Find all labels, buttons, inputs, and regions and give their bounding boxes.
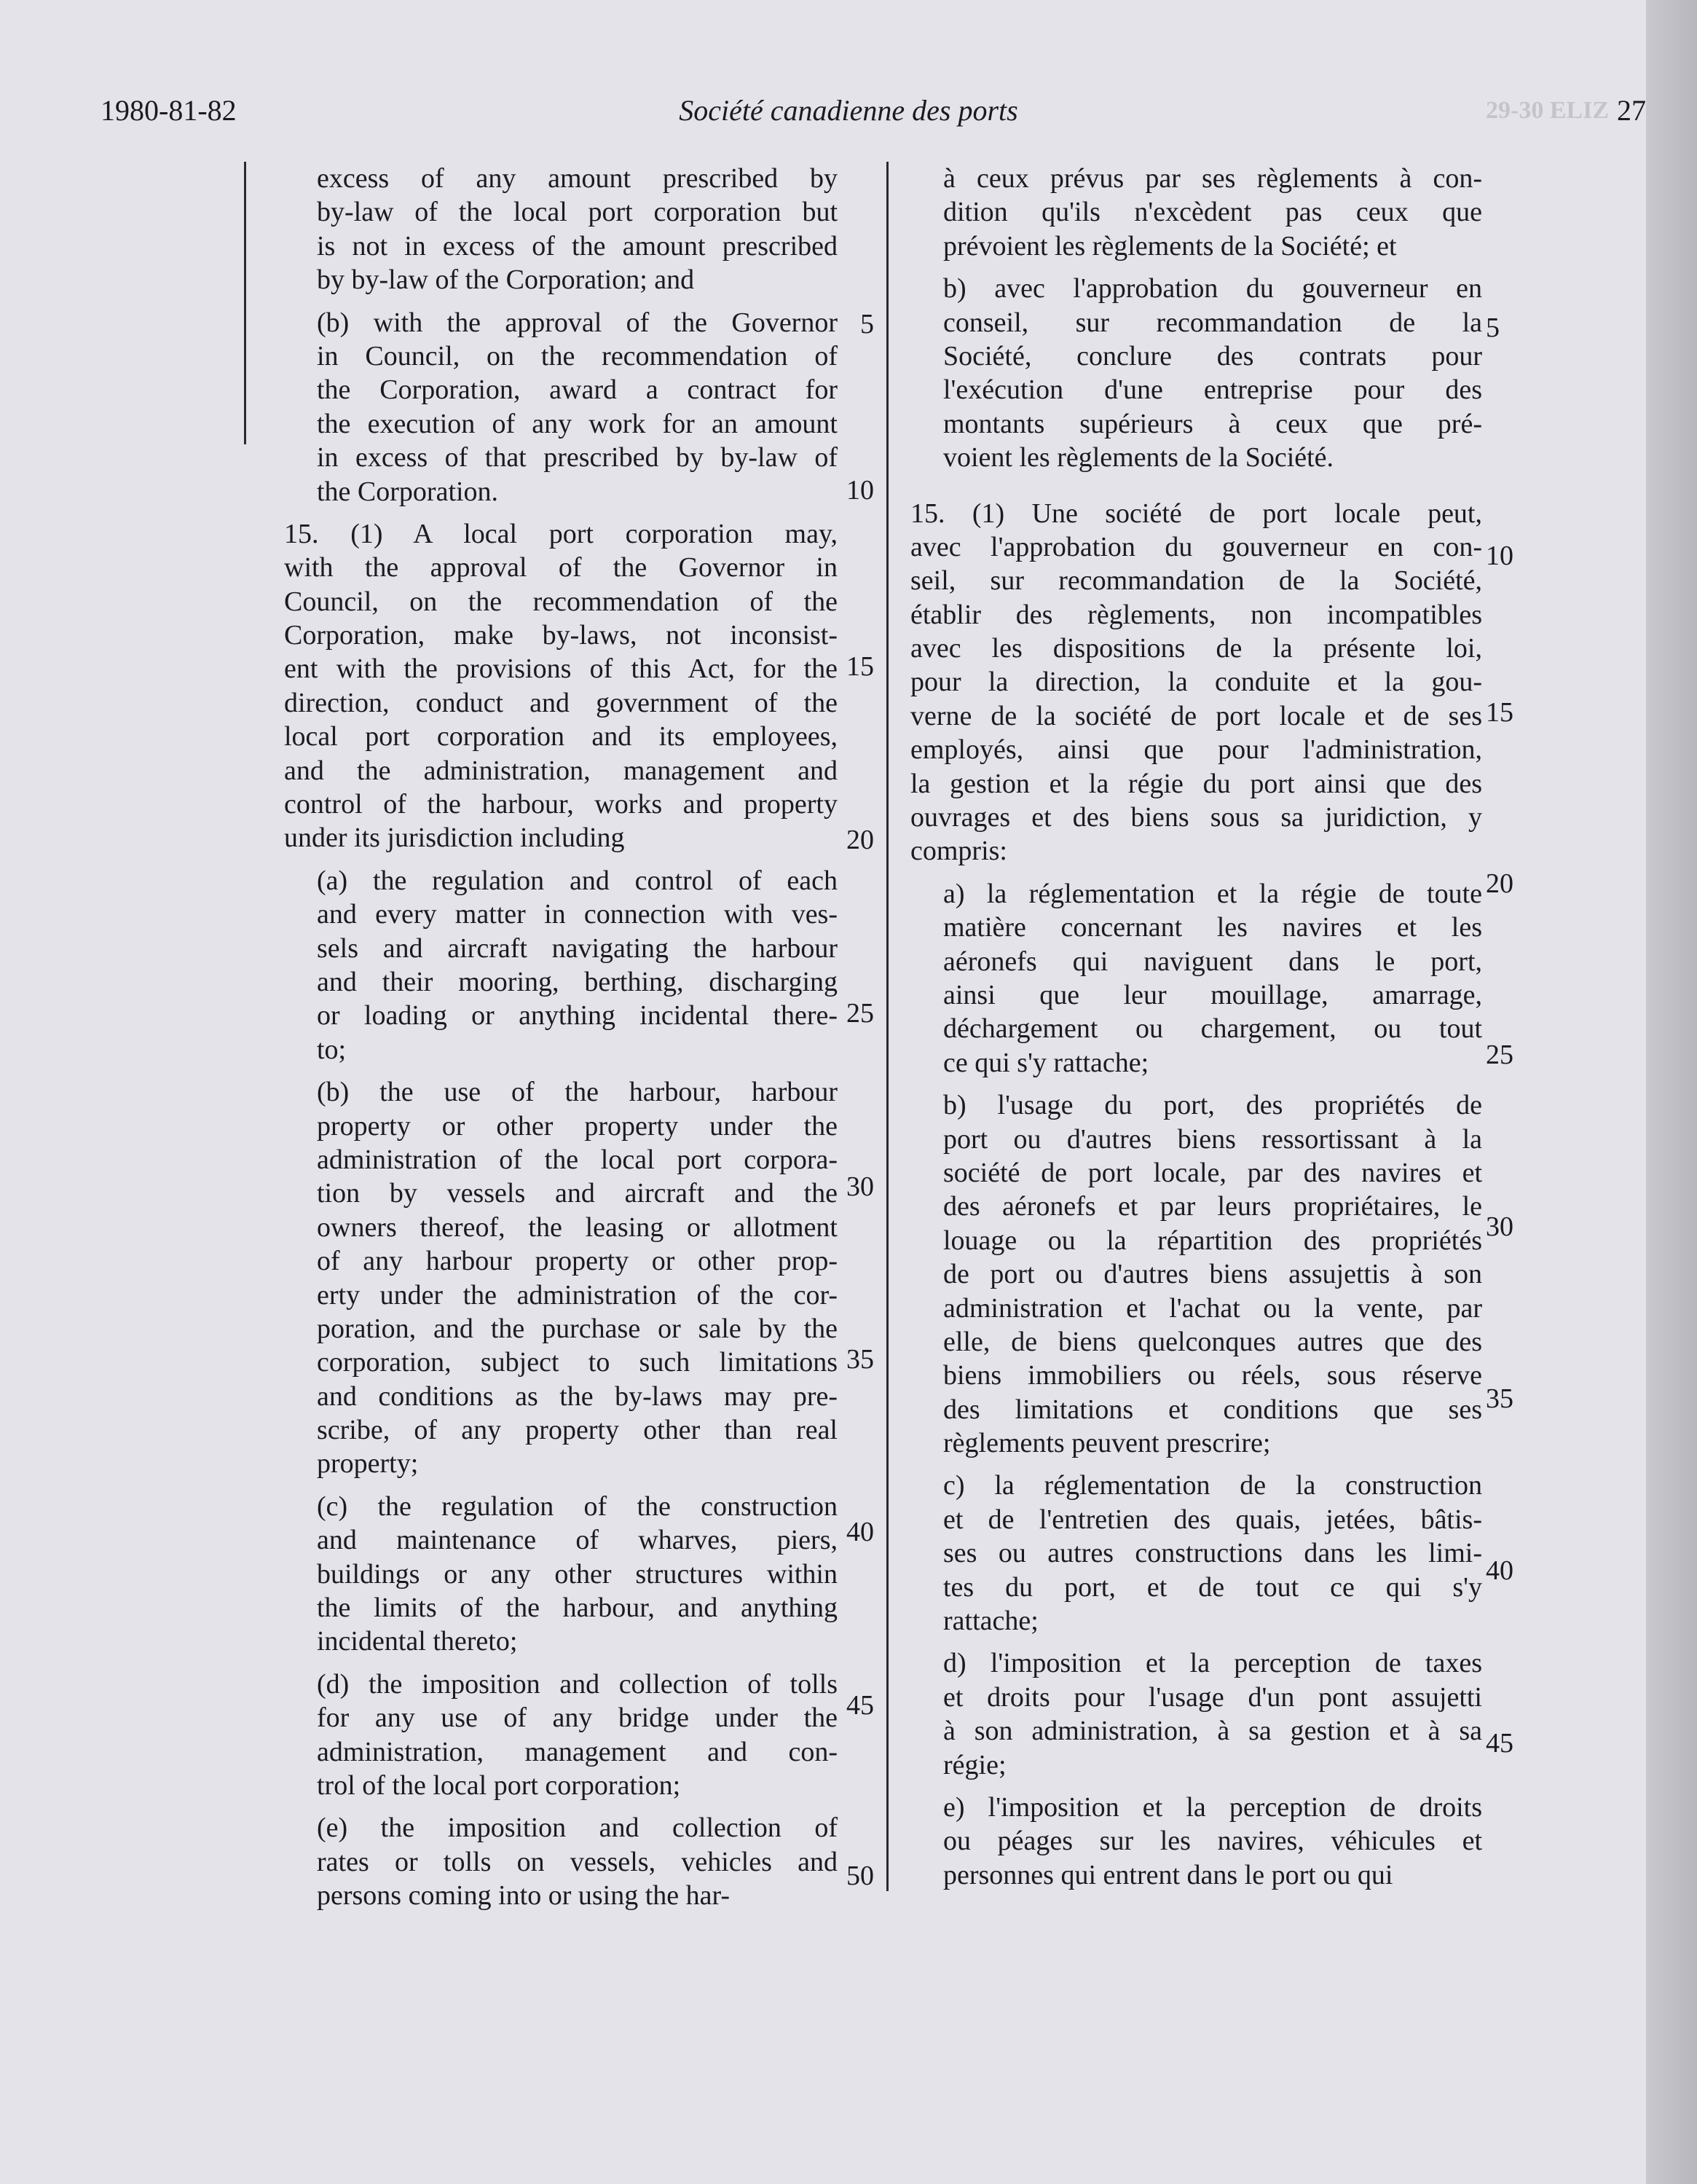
french-paragraph [943, 162, 1482, 263]
line-number: 45 [1486, 1728, 1513, 1759]
text-line: ainsi que leur mouillage, amarrage, [943, 979, 1482, 1010]
text-line: à son administration, à sa gestion et à sa [943, 1716, 1482, 1747]
text-line: des aéronefs et par leurs propriétaires, le [943, 1191, 1482, 1222]
text-line: administration, management and con- [317, 1736, 838, 1767]
english-paragraph [284, 517, 838, 855]
text-line: la gestion et la régie du port ainsi que des [910, 768, 1482, 799]
line-number: 30 [1486, 1211, 1513, 1242]
text-line: b) l'usage du port, des propriétés de [943, 1090, 1482, 1121]
text-line: poration, and the purchase or sale by the [317, 1313, 838, 1344]
text-line: verne de la société de port locale et de ses [910, 700, 1482, 731]
text-line: elle, de biens quelconques autres que des [943, 1326, 1482, 1357]
text-line: avec l'approbation du gouverneur en con- [910, 531, 1482, 562]
text-line: voient les règlements de la Société. [943, 442, 1334, 474]
text-line: régie; [943, 1749, 1007, 1780]
text-line: ouvrages et des biens sous sa juridiction, y [910, 802, 1482, 833]
line-number: 10 [846, 475, 874, 506]
english-paragraph [317, 1490, 838, 1659]
text-line: biens immobiliers ou réels, sous réserve [943, 1360, 1482, 1391]
text-line: and every matter in connection with ves- [317, 899, 838, 930]
text-line: and conditions as the by-laws may pre- [317, 1380, 838, 1412]
text-line: seil, sur recommandation de la Société, [910, 565, 1482, 597]
text-line: by-law of the local port corporation but [317, 197, 838, 228]
text-line: règlements peuvent prescrire; [943, 1428, 1271, 1459]
text-line: Corporation, make by-laws, not inconsist- [284, 620, 838, 651]
text-line: direction, conduct and government of the [284, 687, 838, 718]
french-paragraph [943, 272, 1482, 474]
text-line: administration of the local port corpora- [317, 1144, 838, 1175]
line-number: 35 [1486, 1383, 1513, 1414]
text-line: property or other property under the [317, 1110, 838, 1142]
text-line: (b) the use of the harbour, harbour [317, 1077, 838, 1108]
text-line: ce qui s'y rattache; [943, 1047, 1149, 1078]
text-line: ses ou autres constructions dans les limi- [943, 1538, 1482, 1569]
text-line: et de l'entretien des quais, jetées, bâtis- [943, 1504, 1482, 1535]
line-number: 30 [846, 1171, 874, 1202]
text-line: owners thereof, the leasing or allotment [317, 1211, 838, 1243]
text-line: excess of any amount prescribed by [317, 163, 838, 194]
text-line: conseil, sur recommandation de la [943, 307, 1482, 338]
text-line: Société, conclure des contrats pour [943, 340, 1482, 372]
french-paragraph [943, 877, 1482, 1080]
text-line: (d) the imposition and collection of tolls [317, 1668, 838, 1700]
text-line: the execution of any work for an amount [317, 408, 838, 439]
text-line: control of the harbour, works and property [284, 789, 838, 820]
text-line: ent with the provisions of this Act, for the [284, 653, 838, 685]
text-line: b) avec l'approbation du gouverneur en [943, 273, 1482, 305]
text-line: the limits of the harbour, and anything [317, 1592, 838, 1624]
french-paragraph [910, 497, 1482, 868]
text-line: under its jurisdiction including [284, 822, 625, 854]
text-line: corporation, subject to such limitations [317, 1347, 838, 1378]
text-line: (a) the regulation and control of each [317, 865, 838, 896]
line-number: 5 [860, 309, 874, 339]
text-line: the Corporation, award a contract for [317, 374, 838, 406]
facing-page-edge [1646, 0, 1697, 2184]
text-line: of any harbour property or other prop- [317, 1246, 838, 1277]
text-line: ou péages sur les navires, véhicules et [943, 1826, 1482, 1857]
line-number: 40 [1486, 1555, 1513, 1586]
text-line: property; [317, 1448, 419, 1480]
english-paragraph [317, 306, 838, 508]
text-line: to; [317, 1034, 347, 1065]
text-line: port ou d'autres biens ressortissant à la [943, 1123, 1482, 1155]
text-line: à ceux prévus par ses règlements à con- [943, 163, 1482, 194]
line-number: 40 [846, 1517, 874, 1547]
french-paragraph [943, 1469, 1482, 1638]
line-number: 20 [846, 825, 874, 855]
line-number: 50 [846, 1861, 874, 1891]
text-line: société de port locale, par des navires et [943, 1157, 1482, 1188]
text-line: dition qu'ils n'excèdent pas ceux que [943, 197, 1482, 228]
line-number: 15 [846, 651, 874, 682]
text-line: a) la réglementation et la régie de toute [943, 878, 1482, 909]
text-line: matière concernant les navires et les [943, 912, 1482, 943]
text-line: d) l'imposition et la perception de taxes [943, 1648, 1482, 1679]
text-line: personnes qui entrent dans le port ou qui [943, 1859, 1393, 1890]
text-line: erty under the administration of the cor- [317, 1279, 838, 1311]
text-line: établir des règlements, non incompatibles [910, 599, 1482, 630]
line-number: 20 [1486, 868, 1513, 899]
line-number: 25 [1486, 1040, 1513, 1070]
text-line: and the administration, management and [284, 755, 838, 786]
english-paragraph [317, 1075, 838, 1481]
french-paragraph [943, 1088, 1482, 1460]
text-line: in Council, on the recommendation of [317, 340, 838, 372]
text-line: or loading or anything incidental there- [317, 1000, 838, 1032]
line-number: 10 [1486, 541, 1513, 571]
text-line: and their mooring, berthing, discharging [317, 966, 838, 997]
text-line: avec les dispositions de la présente loi, [910, 633, 1482, 664]
text-line: tion by vessels and aircraft and the [317, 1178, 838, 1209]
text-line: (c) the regulation of the construction [317, 1490, 838, 1522]
french-paragraph [943, 1791, 1482, 1892]
text-line: des limitations et conditions que ses [943, 1394, 1482, 1425]
text-line: (e) the imposition and collection of [317, 1812, 838, 1844]
text-line: incidental thereto; [317, 1626, 518, 1657]
english-paragraph [317, 1668, 838, 1803]
text-line: e) l'imposition et la perception de droits [943, 1791, 1482, 1823]
text-line: is not in excess of the amount prescribed [317, 230, 838, 262]
line-number: 45 [846, 1690, 874, 1721]
line-number: 5 [1486, 313, 1500, 343]
text-line: employés, ainsi que pour l'administration, [910, 734, 1482, 766]
text-line: louage ou la répartition des propriétés [943, 1225, 1482, 1256]
text-line: by by-law of the Corporation; and [317, 264, 695, 296]
text-line: compris: [910, 836, 1007, 867]
text-line: déchargement ou chargement, ou tout [943, 1013, 1482, 1045]
text-line: persons coming into or using the har- [317, 1880, 731, 1912]
text-line: aéronefs qui naviguent dans le port, [943, 946, 1482, 977]
text-line: with the approval of the Governor in [284, 552, 838, 584]
text-line: l'exécution d'une entreprise pour des [943, 374, 1482, 406]
text-line: scribe, of any property other than real [317, 1415, 838, 1446]
text-line: rates or tolls on vessels, vehicles and [317, 1846, 838, 1877]
header-bleed-through: 29-30 ELIZ [1486, 97, 1610, 124]
text-line: prévoient les règlements de la Société; et [943, 230, 1397, 262]
header-title: Société canadienne des ports [679, 94, 1018, 127]
text-line: sels and aircraft navigating the harbour [317, 932, 838, 964]
text-line: trol of the local port corporation; [317, 1769, 681, 1801]
text-line: montants supérieurs à ceux que pré- [943, 408, 1482, 439]
text-line: rattache; [943, 1606, 1039, 1637]
text-line: buildings or any other structures within [317, 1558, 838, 1590]
english-paragraph [317, 1811, 838, 1912]
line-number: 25 [846, 998, 874, 1029]
english-paragraph [317, 162, 838, 297]
text-line: tes du port, et de tout ce qui s'y [943, 1571, 1482, 1603]
header-session: 1980-81-82 [101, 94, 237, 127]
text-line: Council, on the recommendation of the [284, 586, 838, 617]
french-paragraph [943, 1646, 1482, 1782]
english-paragraph [317, 864, 838, 1067]
french-column [910, 162, 1482, 1892]
page-number: 27 [1617, 94, 1646, 127]
text-line: c) la réglementation de la construction [943, 1470, 1482, 1501]
text-line: 15. (1) Une société de port locale peut, [910, 498, 1482, 529]
text-line: the Corporation. [317, 476, 499, 507]
left-margin-rule [244, 162, 246, 444]
text-line: administration et l'achat ou la vente, par [943, 1292, 1482, 1324]
column-divider-rule [886, 162, 889, 1891]
text-line: in excess of that prescribed by by-law of [317, 442, 838, 474]
line-number: 35 [846, 1344, 874, 1375]
text-line: pour la direction, la conduite et la gou- [910, 667, 1482, 698]
text-line: (b) with the approval of the Governor [317, 307, 838, 338]
text-line: 15. (1) A local port corporation may, [284, 518, 838, 549]
text-line: and maintenance of wharves, piers, [317, 1525, 838, 1556]
english-column [284, 162, 838, 1913]
text-line: local port corporation and its employees, [284, 721, 838, 753]
text-line: for any use of any bridge under the [317, 1702, 838, 1734]
text-line: et droits pour l'usage d'un pont assujetti [943, 1681, 1482, 1713]
text-line: de port ou d'autres biens assujettis à son [943, 1259, 1482, 1290]
line-number: 15 [1486, 697, 1513, 728]
